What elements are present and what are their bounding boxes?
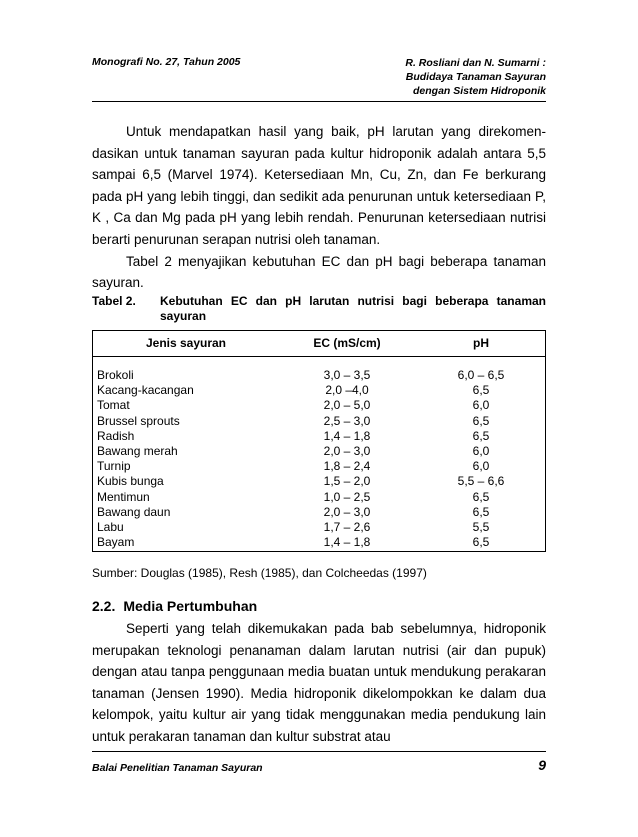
- cell-crop: Turnip: [97, 459, 131, 474]
- cell-ph: 6,5: [472, 383, 490, 398]
- table-row: [93, 383, 545, 398]
- table-row: [93, 368, 545, 383]
- header-publication: Monografi No. 27, Tahun 2005: [92, 56, 241, 68]
- table-row: [93, 414, 545, 429]
- paragraph-table-intro: Tabel 2 menyajikan kebutuhan EC dan pH bagi beberapa tanaman sayuran.: [92, 253, 546, 291]
- page-number: 9: [538, 757, 546, 773]
- cell-crop: Bawang merah: [97, 443, 178, 458]
- header-divider: [92, 101, 546, 102]
- footer-divider: [92, 751, 546, 752]
- section-heading: [92, 598, 257, 614]
- cell-crop: Bayam: [97, 535, 135, 550]
- cell-crop: Brokoli: [97, 368, 134, 382]
- cell-crop: Brussel sprouts: [97, 413, 180, 428]
- table-source: Sumber: Douglas (1985), Resh (1985), dan Colcheedas (1997): [92, 566, 427, 580]
- cell-ec: 2,5 – 3,0: [323, 413, 371, 428]
- cell-ec: 1,0 – 2,5: [323, 489, 371, 504]
- section-text: [92, 618, 546, 748]
- cell-ph: 5,5: [472, 519, 490, 534]
- cell-ec: 1,7 – 2,6: [323, 519, 371, 534]
- cell-ec: 1,4 – 1,8: [323, 535, 371, 550]
- cell-ph: 6,0 – 6,5: [457, 368, 505, 382]
- header-ph: pH: [473, 336, 489, 350]
- cell-ec: 2,0 – 3,0: [323, 443, 371, 458]
- table-header-row: [93, 331, 545, 357]
- footer-institution: Balai Penelitian Tanaman Sayuran: [92, 762, 263, 774]
- header-authors-line3: dengan Sistem Hidroponik: [412, 85, 546, 97]
- cell-ph: 6,0: [472, 398, 490, 413]
- section-title: Media Pertumbuhan: [123, 598, 258, 614]
- cell-ph: 6,5: [472, 535, 490, 550]
- cell-ec: 2,0 – 3,0: [323, 504, 371, 519]
- cell-ec: 2,0 – 5,0: [323, 398, 371, 413]
- table-caption-label: Tabel 2.: [92, 294, 136, 308]
- cell-crop: Kubis bunga: [97, 474, 164, 489]
- cell-ec: 1,4 – 1,8: [323, 428, 371, 443]
- cell-ec: 2,0 –4,0: [325, 383, 369, 398]
- table-row: [93, 444, 545, 459]
- table-row: [93, 520, 545, 535]
- cell-ph: 6,5: [472, 489, 490, 504]
- table-body: [93, 368, 545, 550]
- table-row: [93, 474, 545, 489]
- cell-crop: Tomat: [97, 398, 130, 413]
- table-row: [93, 459, 545, 474]
- cell-ph: 5,5 – 6,6: [457, 474, 505, 489]
- header-authors: [405, 56, 546, 98]
- table-row: [93, 490, 545, 505]
- table-row: [93, 505, 545, 520]
- cell-ph: 6,0: [472, 443, 490, 458]
- table-row: [93, 398, 545, 413]
- cell-ph: 6,5: [472, 413, 490, 428]
- header-authors-line1: R. Rosliani dan N. Sumarni :: [405, 57, 546, 69]
- header-authors-line2: Budidaya Tanaman Sayuran: [405, 71, 546, 83]
- paragraph-ph-availability: Untuk mendapatkan hasil yang baik, pH larutan yang direkomen-dasikan untuk tanaman sayuran pada kultur hidroponik adalah antara 5,5 sampai 6,5 (Marvel 1974). Ketersediaan Mn, Cu, Zn, dan Fe berkurang pada pH yang lebih tinggi, dan sedikit ada penurunan untuk ketersediaan P, K , Ca dan Mg pada pH yang lebih rendah. Penurunan ketersediaan nutrisi berarti penurunan serapan nutrisi oleh tanaman.: [92, 124, 546, 247]
- ec-ph-table: [92, 330, 546, 552]
- cell-ph: 6,0: [472, 459, 490, 474]
- header-ec: EC (mS/cm): [313, 336, 381, 350]
- cell-ec: 1,8 – 2,4: [323, 459, 371, 474]
- intro-text: [92, 121, 546, 294]
- cell-ph: 6,5: [472, 504, 490, 519]
- cell-ec: 3,0 – 3,5: [323, 368, 371, 382]
- section-number: 2.2.: [92, 598, 116, 614]
- paragraph-media: Seperti yang telah dikemukakan pada bab sebelumnya, hidroponik merupakan teknologi penanaman dalam larutan nutrisi (air dan pupuk) dengan atau tanpa penggunaan media buatan untuk mendukung perakaran tanaman (Jensen 1990). Media hidroponik dikelompokkan ke dalam dua kelompok, yaitu kultur air yang tidak menggunakan media pendukung lain untuk perakaran tanaman dan kultur substrat atau: [92, 621, 546, 744]
- header-jenis-sayuran: Jenis sayuran: [145, 336, 227, 350]
- cell-crop: Radish: [97, 428, 135, 443]
- table-row: [93, 429, 545, 444]
- cell-crop: Bawang daun: [97, 504, 171, 519]
- cell-crop: Kacang-kacangan: [97, 383, 194, 398]
- cell-ph: 6,5: [472, 428, 490, 443]
- cell-crop: Mentimun: [97, 489, 150, 504]
- cell-crop: Labu: [97, 519, 124, 534]
- table-caption-text: Kebutuhan EC dan pH larutan nutrisi bagi beberapa tanaman sayuran: [160, 294, 546, 323]
- table-row: [93, 535, 545, 550]
- cell-ec: 1,5 – 2,0: [323, 474, 371, 489]
